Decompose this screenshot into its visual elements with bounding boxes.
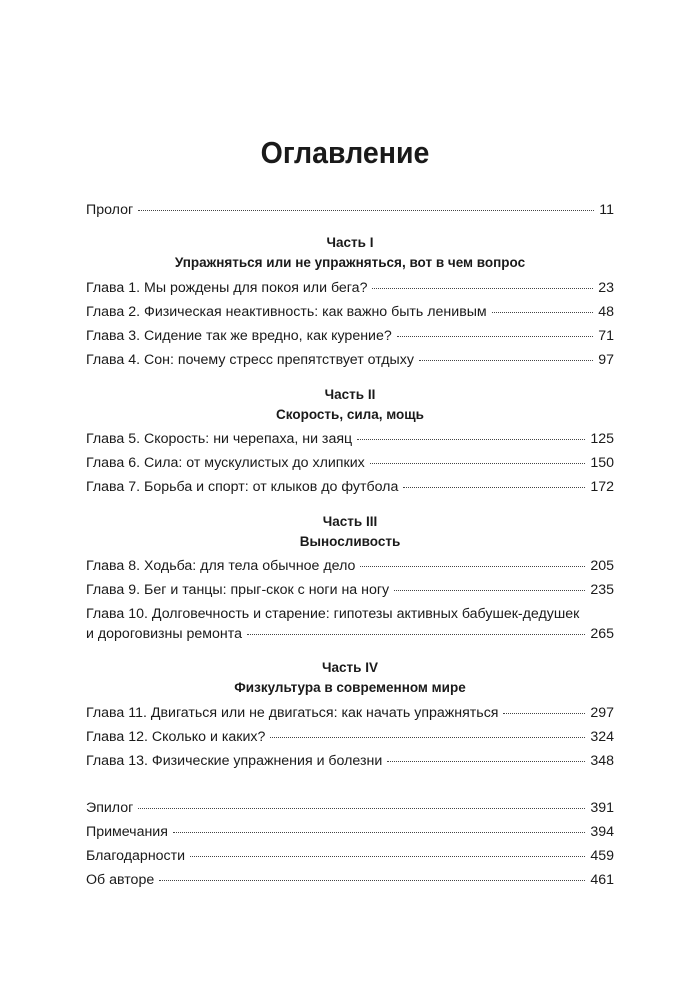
dot-leader (492, 312, 594, 313)
entry-label: Глава 13. Физические упражнения и болезни (86, 753, 383, 769)
toc-entry-chapter-6[interactable] (86, 453, 614, 473)
entry-page: 394 (590, 824, 614, 840)
dot-leader (357, 439, 585, 440)
entry-label: Глава 12. Сколько и каких? (86, 729, 266, 745)
part-title: Выносливость (299, 534, 401, 549)
entry-page: 172 (590, 479, 614, 495)
entry-label: Глава 5. Скорость: ни черепаха, ни заяц (86, 431, 353, 447)
entry-page: 297 (590, 705, 614, 721)
dot-leader (370, 463, 586, 464)
toc-entry-about-author[interactable] (86, 870, 614, 890)
part-title: Скорость, сила, мощь (276, 407, 424, 422)
toc-entry-prologue[interactable] (86, 200, 614, 220)
entry-page: 391 (590, 800, 614, 816)
entry-label: Глава 6. Сила: от мускулистых до хлипких (86, 455, 365, 471)
entry-label: Глава 11. Двигаться или не двигаться: как начать упражняться (86, 705, 499, 721)
entry-page: 348 (590, 753, 614, 769)
toc-entry-chapter-11[interactable] (86, 703, 614, 723)
toc-entry-chapter-4[interactable] (86, 350, 614, 370)
toc-entry-chapter-9[interactable] (86, 580, 614, 600)
entry-page: 150 (590, 455, 614, 471)
toc-entry-chapter-2[interactable] (86, 302, 614, 322)
toc-entry-chapter-10-line-1[interactable] (86, 604, 614, 624)
dot-leader (360, 566, 585, 567)
dot-leader (159, 880, 585, 881)
dot-leader (403, 487, 585, 488)
part-number: Часть IV (322, 660, 378, 675)
toc-entry-chapter-5[interactable] (86, 429, 614, 449)
dot-leader (138, 808, 585, 809)
entry-label: Глава 1. Мы рождены для покоя или бега? (86, 280, 368, 296)
entry-page: 459 (590, 848, 614, 864)
toc-entry-chapter-8[interactable] (86, 556, 614, 576)
entry-page: 265 (590, 626, 614, 642)
dot-leader (372, 288, 593, 289)
entry-page: 235 (590, 582, 614, 598)
dot-leader (190, 856, 585, 857)
entry-label: Глава 10. Долговечность и старение: гипотезы активных бабушек-дедушек (86, 606, 580, 622)
entry-label: Глава 9. Бег и танцы: прыг-скок с ноги на ногу (86, 582, 390, 598)
entry-label: Благодарности (86, 848, 186, 864)
dot-leader (247, 634, 585, 635)
entry-page: 324 (590, 729, 614, 745)
entry-label: Глава 2. Физическая неактивность: как важно быть ленивым (86, 304, 487, 320)
entry-label: Глава 3. Сидение так же вредно, как курение? (86, 328, 392, 344)
entry-label: Глава 7. Борьба и спорт: от клыков до футбола (86, 479, 399, 495)
toc-entry-notes[interactable] (86, 822, 614, 842)
part-number: Часть III (322, 514, 378, 529)
entry-page: 461 (590, 872, 614, 888)
toc-entry-chapter-13[interactable] (86, 751, 614, 771)
dot-leader (138, 210, 594, 211)
dot-leader (503, 713, 585, 714)
entry-page: 11 (599, 202, 614, 218)
dot-leader (397, 336, 593, 337)
dot-leader (173, 832, 585, 833)
part-title: Упражняться или не упражняться, вот в чем вопрос (174, 255, 526, 270)
entry-page: 125 (590, 431, 614, 447)
entry-label: Эпилог (86, 800, 134, 816)
dot-leader (387, 761, 585, 762)
dot-leader (270, 737, 585, 738)
toc-entry-chapter-3[interactable] (86, 326, 614, 346)
toc-entry-chapter-10-line-2[interactable] (86, 624, 614, 644)
toc-entry-chapter-7[interactable] (86, 477, 614, 497)
entry-label: Пролог (86, 202, 134, 218)
dot-leader (394, 590, 585, 591)
entry-page: 205 (590, 558, 614, 574)
entry-label: Глава 8. Ходьба: для тела обычное дело (86, 558, 356, 574)
toc-entry-acknowledgements[interactable] (86, 846, 614, 866)
toc-entry-chapter-12[interactable] (86, 727, 614, 747)
entry-label: Примечания (86, 824, 168, 840)
entry-page: 97 (598, 352, 614, 368)
toc-entry-epilogue[interactable] (86, 798, 614, 818)
part-number: Часть II (324, 387, 376, 402)
entry-label-continued: и дороговизны ремонта (86, 626, 242, 642)
entry-page: 48 (598, 304, 614, 320)
toc-entry-chapter-1[interactable] (86, 278, 614, 298)
entry-page: 71 (598, 328, 614, 344)
dot-leader (419, 360, 593, 361)
part-number: Часть I (326, 235, 374, 250)
entry-label: Глава 4. Сон: почему стресс препятствует отдыху (86, 352, 414, 368)
part-title: Физкультура в современном мире (234, 680, 466, 695)
page-title: Оглавление (260, 134, 430, 170)
entry-label: Об авторе (86, 872, 155, 888)
entry-page: 23 (598, 280, 614, 296)
